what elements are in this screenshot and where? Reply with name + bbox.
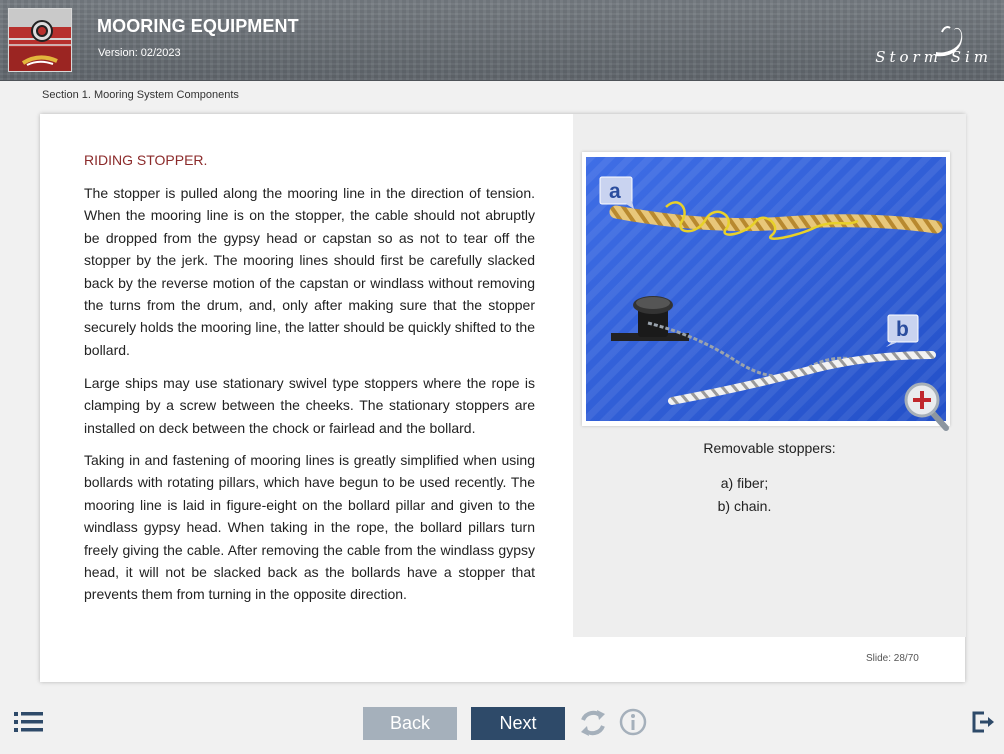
stoppers-illustration [586, 157, 946, 421]
label-a: a [609, 180, 621, 203]
reload-icon[interactable] [579, 708, 607, 738]
exit-icon[interactable] [972, 711, 996, 733]
slide-counter: Slide: 28/70 [866, 653, 919, 664]
menu-list-icon[interactable] [14, 712, 44, 732]
zoom-in-icon[interactable] [904, 380, 952, 432]
course-title: MOORING EQUIPMENT [97, 16, 299, 36]
paragraph-1: The stopper is pulled along the mooring line in the direction of tension. When the mooring line is on the stopper, the cable should not abruptly be dropped from the gypsy head or capstan so as not to tear off the stopper by the jerk. The mooring lines should first be carefully slacked back by the reverse motion of the capstan or windlass without removing the turns from the drum, and, only after making sure that the stopper securely holds the mooring line, the latter should be quickly shifted to the bollard. [84, 185, 535, 358]
label-b: b [896, 318, 909, 341]
next-button[interactable]: Next [471, 707, 565, 740]
paragraph-3: Taking in and fastening of mooring lines is greatly simplified when using bollards with rotating pillars, which have begun to be used recently. The mooring line is laid in figure-eight on the bollard pillar and given to the windlass gypsy head. When taking in the rope, the bollard pillars turn freely giving the cable. After removing the cable from the windlass gypsy head, it will not be slacked back as the bollards have a stopper that prevents them from turning in the opposite direction. [84, 452, 535, 603]
mooring-logo-icon [8, 8, 72, 72]
paragraph-2: Large ships may use stationary swivel type stoppers where the rope is clamping by a screw between the cheeks. The stationary stoppers are installed on deck between the chock or fairlead and the bollard. [84, 375, 535, 436]
brand-name: Storm Sim [875, 48, 992, 66]
section-heading: RIDING STOPPER. [84, 152, 208, 168]
stoppers-figure[interactable] [582, 152, 950, 426]
version-label: Version: 02/2023 [98, 47, 181, 59]
header-bar [0, 0, 1004, 81]
figure-caption: Removable stoppers: [703, 440, 836, 456]
breadcrumb: Section 1. Mooring System Components [42, 89, 239, 101]
info-icon[interactable] [619, 708, 647, 736]
figure-item-b: b) chain. [717, 498, 772, 514]
figure-item-a: a) fiber; [720, 475, 769, 491]
back-button[interactable]: Back [363, 707, 457, 740]
